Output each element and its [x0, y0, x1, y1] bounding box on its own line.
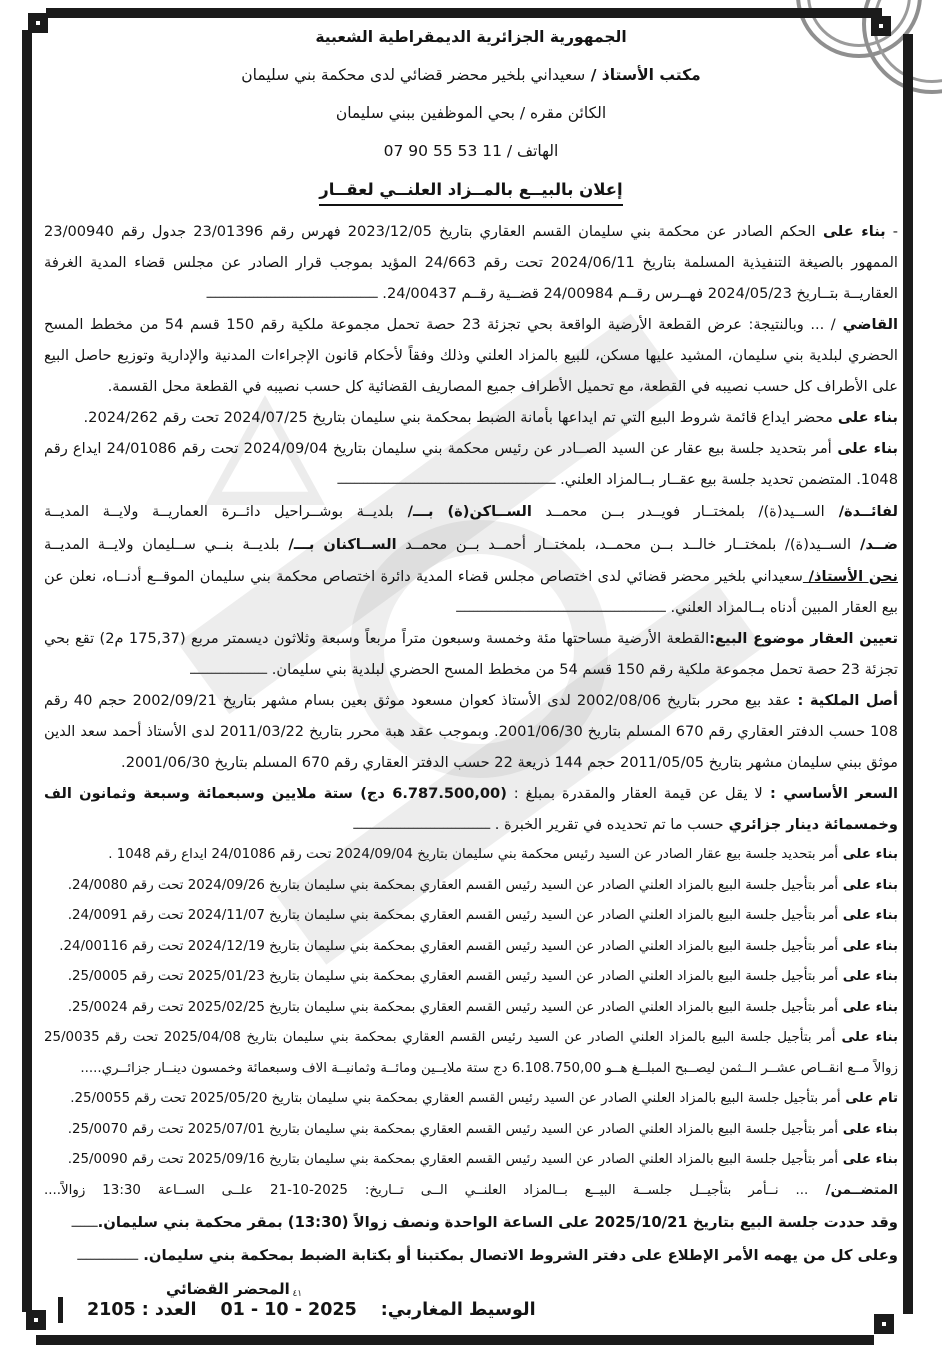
text-segment: المتضــمن/ [808, 1182, 899, 1198]
filler-line: ــــــــــــــــــــــــــــــــ [353, 816, 491, 833]
text-segment: الســاكن(ة) بـــ/ [393, 503, 532, 520]
text-segment: أمر بتحديد جلسة بيع عقار الصادر عن السيد رئيس محكمة بني سليمان بتاريخ 2024/09/04 تحت رقم 24/01086 ايداع رقم 1048 . [108, 847, 839, 862]
filler-line: ــــــ [71, 1214, 98, 1231]
paragraph [44, 402, 898, 433]
filler-line: ــــــــــــــ [77, 1247, 139, 1264]
text-segment: (6.787.500,00 دج) ستة ملايين وسبعمائة وسبعة وثمانون الف وخمسمائة دينار جزائري [44, 785, 898, 833]
text-segment: بناء على [838, 999, 898, 1015]
text-segment: تعيين العقار موضوع البيع: [709, 630, 898, 647]
office-label: مكتب الأستاذ / [585, 66, 701, 84]
paragraph [44, 433, 898, 495]
filler-line: ـــــــــــــــــــــــــــــــــــــــــــــــــ [456, 599, 666, 616]
office-name: سعيداني بلخير محضر قضائي لدى محكمة بني سليمان [241, 66, 586, 84]
text-segment: القطعة الأرضية مساحتها مئة وخمسة وسبعون متراً مربعاً وسبعة وثلاثون ديسمتر مربع (175,37 م2) تقع بحي تجزئة 23 حصة تحمل مجموعة ملكية رقم 150 قسم 54 من مخطط المسح الحضري لبلدية بني سليمان. [44, 630, 898, 678]
text-segment: ضــد/ [851, 536, 899, 553]
text-segment: القاضي [835, 316, 898, 333]
text-segment: أمر بتأجيل جلسة البيع بالمزاد العلني الصادر عن السيد رئيس القسم العقاري بمحكمة بني سليمان بتاريخ 2024/09/26 تحت رقم 24/0080. [67, 877, 839, 893]
paragraph [44, 495, 898, 528]
paragraph [44, 901, 898, 932]
page-border-bottom [36, 1335, 874, 1345]
text-segment: أمر بتأجيل جلسة البيع بالمزاد العلني الصادر عن السيد رئيس القسم العقاري بمحكمة بني سليمان بتاريخ 2024/12/19 تحت رقم 24/00116. [59, 938, 839, 954]
text-segment: بلديــة بوشــراحيل دائــرة العماريــة ولايــة المديــة [44, 503, 394, 520]
footer-divider [58, 1297, 63, 1323]
paragraph [44, 309, 898, 402]
paragraph [44, 932, 898, 963]
text-segment: السعر الأساسي : [762, 785, 898, 802]
text-segment: عقد بيع محرر بتاريخ 2002/08/06 لدى الأستاذ كعوان مسعود موثق بعين بسام مشهر بتاريخ 2002/09/21 حجم 40 رقم 108 حسب الدفتر العقاري رقم 670 المسلم بتاريخ 2001/06/30. وبموجب عقد هبة محرر بتاريخ 2011/03/22 لدى الأستاذ أحمد سعد الدين موثق ببني سليمان مشهر بتاريخ 2011/05/05 حجم 144 ذريعة 22 حسب الدفتر العقاري رقم 670 المسلم بتاريخ 2001/06/30. [44, 692, 898, 771]
text-segment: أصل الملكية : [791, 692, 898, 709]
corner-ornament-bottom-left [26, 1310, 46, 1330]
text-segment: نحن الأستاذ/ [802, 568, 898, 585]
text-segment: محضر ايداع قائمة شروط البيع التي تم ايداعها بأمانة الضبط بمحكمة بني سليمان بتاريخ 2024/07/25 تحت رقم 2024/262. [83, 409, 833, 426]
text-segment: - [885, 223, 898, 240]
filler-line: ـــــــــــــــــــــــــــــــــــــــــــــــــــ [337, 471, 556, 488]
address-line: الكائن مقره / بحي الموظفين ببني سليمان [335, 104, 607, 122]
page-title: إعلان بالبيــع بالمــزاد العلنــي لعقــار [319, 180, 622, 206]
text-segment: أمر بتأجيل جلسة البيع بالمزاد العلني الصادر عن السيد رئيس القسم العقاري بمحكمة بني سليمان بتاريخ 2025/04/08 تحت رقم 25/0035 زوالاً مــع انقــاص عشــر الــثمن ليصــبح المبلــغ هــو 6.108.750,00 دج ستة ملايــين ومائــة وثمانيــة الاف وسبعمائة وخمسون دينــار جزائــري..... [44, 1030, 898, 1076]
paragraph [44, 1239, 898, 1272]
text-segment: بناء على [838, 847, 898, 862]
paragraph [44, 871, 898, 902]
phone-line [44, 140, 898, 163]
text-segment: الحكم الصادر عن محكمة بني سليمان القسم العقاري بتاريخ 2023/12/05 فهرس رقم 23/01396 جدول رقم 23/00940 الممهور بالصيغة التنفيذية المسلمة بتاريخ 2024/06/11 تحت رقم 24/663 المؤيد بموجب قرار الصادر عن مجلس قضاء المدية الغرفة العقاريــة بتــاريخ 2024/05/23 فهــرس رقــم 24/00984 قضــية رقــم 24/00437. [44, 223, 898, 302]
journal-name: الوسيط المغاربي: [380, 1300, 536, 1320]
phone-number: 07 90 55 53 11 [383, 142, 502, 160]
paragraph [44, 623, 898, 685]
text-segment: بناء على [832, 409, 898, 426]
paragraph [44, 1145, 898, 1176]
corner-ornament-bottom-right [874, 1314, 894, 1334]
filler-line: ــــــــــــــــــــــــــــــــــــــــ [206, 285, 378, 302]
text-segment: أمر بتأجيل جلسة البيع بالمزاد العلني الصادر عن السيد رئيس القسم العقاري بمحكمة بني سليمان بتاريخ 2025/02/25 تحت رقم 25/0024. [67, 999, 839, 1015]
handwritten-mark: ٤١ [292, 1289, 303, 1299]
page-border-left [22, 30, 32, 1312]
document-body [44, 216, 898, 1272]
filler-line: ــــــــــــــــــ [190, 661, 268, 678]
text-segment: وعلى كل من يهمه الأمر الإطلاع على دفتر الشروط الاتصال بمكتبنا أو بكتابة الضبط بمحكمة بني سليمان. [138, 1247, 898, 1264]
paragraph [44, 1115, 898, 1146]
text-segment: 21-10-2025 [270, 1182, 348, 1198]
text-segment: / ... وبالنتيجة: عرض القطعة الأرضية الواقعة بحي تجزئة 23 حصة تحمل مجموعة ملكية رقم 150 قسم 54 من مخطط المسح الحضري لبلدية بني سليمان، المشيد عليها مسكن، للبيع بالمزاد العلني وذلك وفقاً لأحكام قانون الإجراءات المدنية والإدارية وتوزيع حاصل البيع على الأطراف كل حسب نصيبه في القطعة، مع تحميل الأطراف جميع المصاريف القضائية كل حسب نصيبه في القطعة محل القسمة. [44, 316, 898, 395]
text-segment: بناء على [815, 223, 886, 240]
text-segment: أمر بتأجيل جلسة البيع بالمزاد العلني الصادر عن السيد رئيس القسم العقاري بمحكمة بني سليمان بتاريخ 2025/01/23 تحت رقم 25/0005. [67, 969, 839, 984]
paragraph [44, 561, 898, 623]
paragraph [44, 528, 898, 561]
page-border-top [46, 8, 882, 18]
journal-date: 01 - 10 - 2025 [220, 1300, 357, 1320]
text-segment: وقد حددت جلسة البيع بتاريخ 2025/10/21 على الساعة الواحدة ونصف زوالاً (13:30) بمقر محكمة بني سليمان. [97, 1214, 898, 1231]
text-segment: بناء على [838, 938, 898, 954]
text-segment: بناء على [831, 440, 899, 457]
paragraph [44, 216, 898, 309]
text-segment: الســاكنان بـــ/ [279, 536, 397, 553]
paragraph [44, 685, 898, 778]
paragraph [44, 993, 898, 1024]
phone-label: الهاتف / [501, 142, 559, 160]
paragraph [44, 778, 898, 840]
text-segment: بناء على [838, 969, 898, 984]
text-segment: ... نــأمر بتأجيــل جلســة البيــع بــالمزاد العلنــي الــى تــاريخ: [347, 1182, 809, 1198]
text-segment: الســيد(ة)/ بلمختــار خالــد بــن محمــد، بلمختــار أحمــد بــن محمــد [396, 536, 852, 553]
document-header [44, 26, 898, 216]
paragraph [44, 962, 898, 993]
text-segment: لفائــدة/ [824, 503, 898, 520]
paragraph [44, 1084, 898, 1115]
republic-title: الجمهورية الجزائرية الديمقراطية الشعبية [315, 28, 627, 46]
text-segment: تام على [840, 1091, 898, 1106]
paragraph [44, 1023, 898, 1084]
text-segment: سعيداني بلخير محضر قضائي لدى اختصاص مجلس قضاء المدية دائرة اختصاص محكمة بني سليمان الموقــع أدنــاه، نعلن عن بيع العقار المبين أدناه بــالمزاد العلني. [44, 568, 898, 616]
office-line [44, 64, 898, 87]
text-segment: أمر بتأجيل جلسة البيع بالمزاد العلني الصادر عن السيد رئيس القسم العقاري بمحكمة بني سليمان بتاريخ 2024/11/07 تحت رقم 24/0091. [67, 908, 839, 923]
text-segment: بناء على [838, 1152, 898, 1167]
text-segment: بناء على [835, 1030, 898, 1045]
paragraph [44, 1206, 898, 1239]
issue-number: العدد : 2105 [87, 1300, 197, 1320]
paragraph [44, 840, 898, 871]
text-segment: بناء على [838, 908, 898, 923]
text-segment: أمر بتحديد جلسة بيع عقار عن السيد الصــادر عن رئيس محكمة بني سليمان بتاريخ 2024/09/04 تحت رقم 24/01086 ايداع رقم 1048. المتضمن تحديد جلسة بيع عقــار بــالمزاد العلني. [44, 440, 898, 488]
text-segment: علــى الســاعة 13:30 زوالاً.... [44, 1182, 271, 1198]
text-segment: أمر بتأجيل جلسة البيع بالمزاد العلني الصادر عن السيد رئيس القسم العقاري بمحكمة بني سليمان بتاريخ 2025/09/16 تحت رقم 25/0090. [67, 1152, 839, 1167]
text-segment: أمر بتأجيل جلسة البيع بالمزاد العلني الصادر عن السيد رئيس القسم العقاري بمحكمة بني سليمان بتاريخ 2025/07/01 تحت رقم 25/0070. [67, 1121, 839, 1137]
corner-ornament-top-left [28, 13, 48, 33]
journal-date-wrap [220, 1289, 357, 1320]
corner-ornament-top-right [871, 16, 891, 36]
text-segment: أمر بتأجيل جلسة البيع بالمزاد العلني الصادر عن السيد رئيس القسم العقاري بمحكمة بني سليمان بتاريخ 2025/05/20 تحت رقم 25/0055. [70, 1091, 841, 1106]
bailiff-signature: المحضر القضائي [166, 1280, 290, 1298]
text-segment: لا يقل عن قيمة العقار والمقدرة بمبلغ : [506, 785, 763, 802]
page-border-right [903, 34, 913, 1314]
text-segment: بلديــة بنــي ســليمان ولايــة المديــة [44, 536, 280, 553]
text-segment: بناء على [838, 1121, 898, 1137]
text-segment: الســيد(ة)/ بلمختــار فويــدر بــن محمــد [531, 503, 825, 520]
text-segment: حسب ما تم تحديده في تقرير الخبرة . [490, 816, 724, 833]
text-segment: بناء على [838, 877, 898, 893]
paragraph [44, 1176, 898, 1207]
